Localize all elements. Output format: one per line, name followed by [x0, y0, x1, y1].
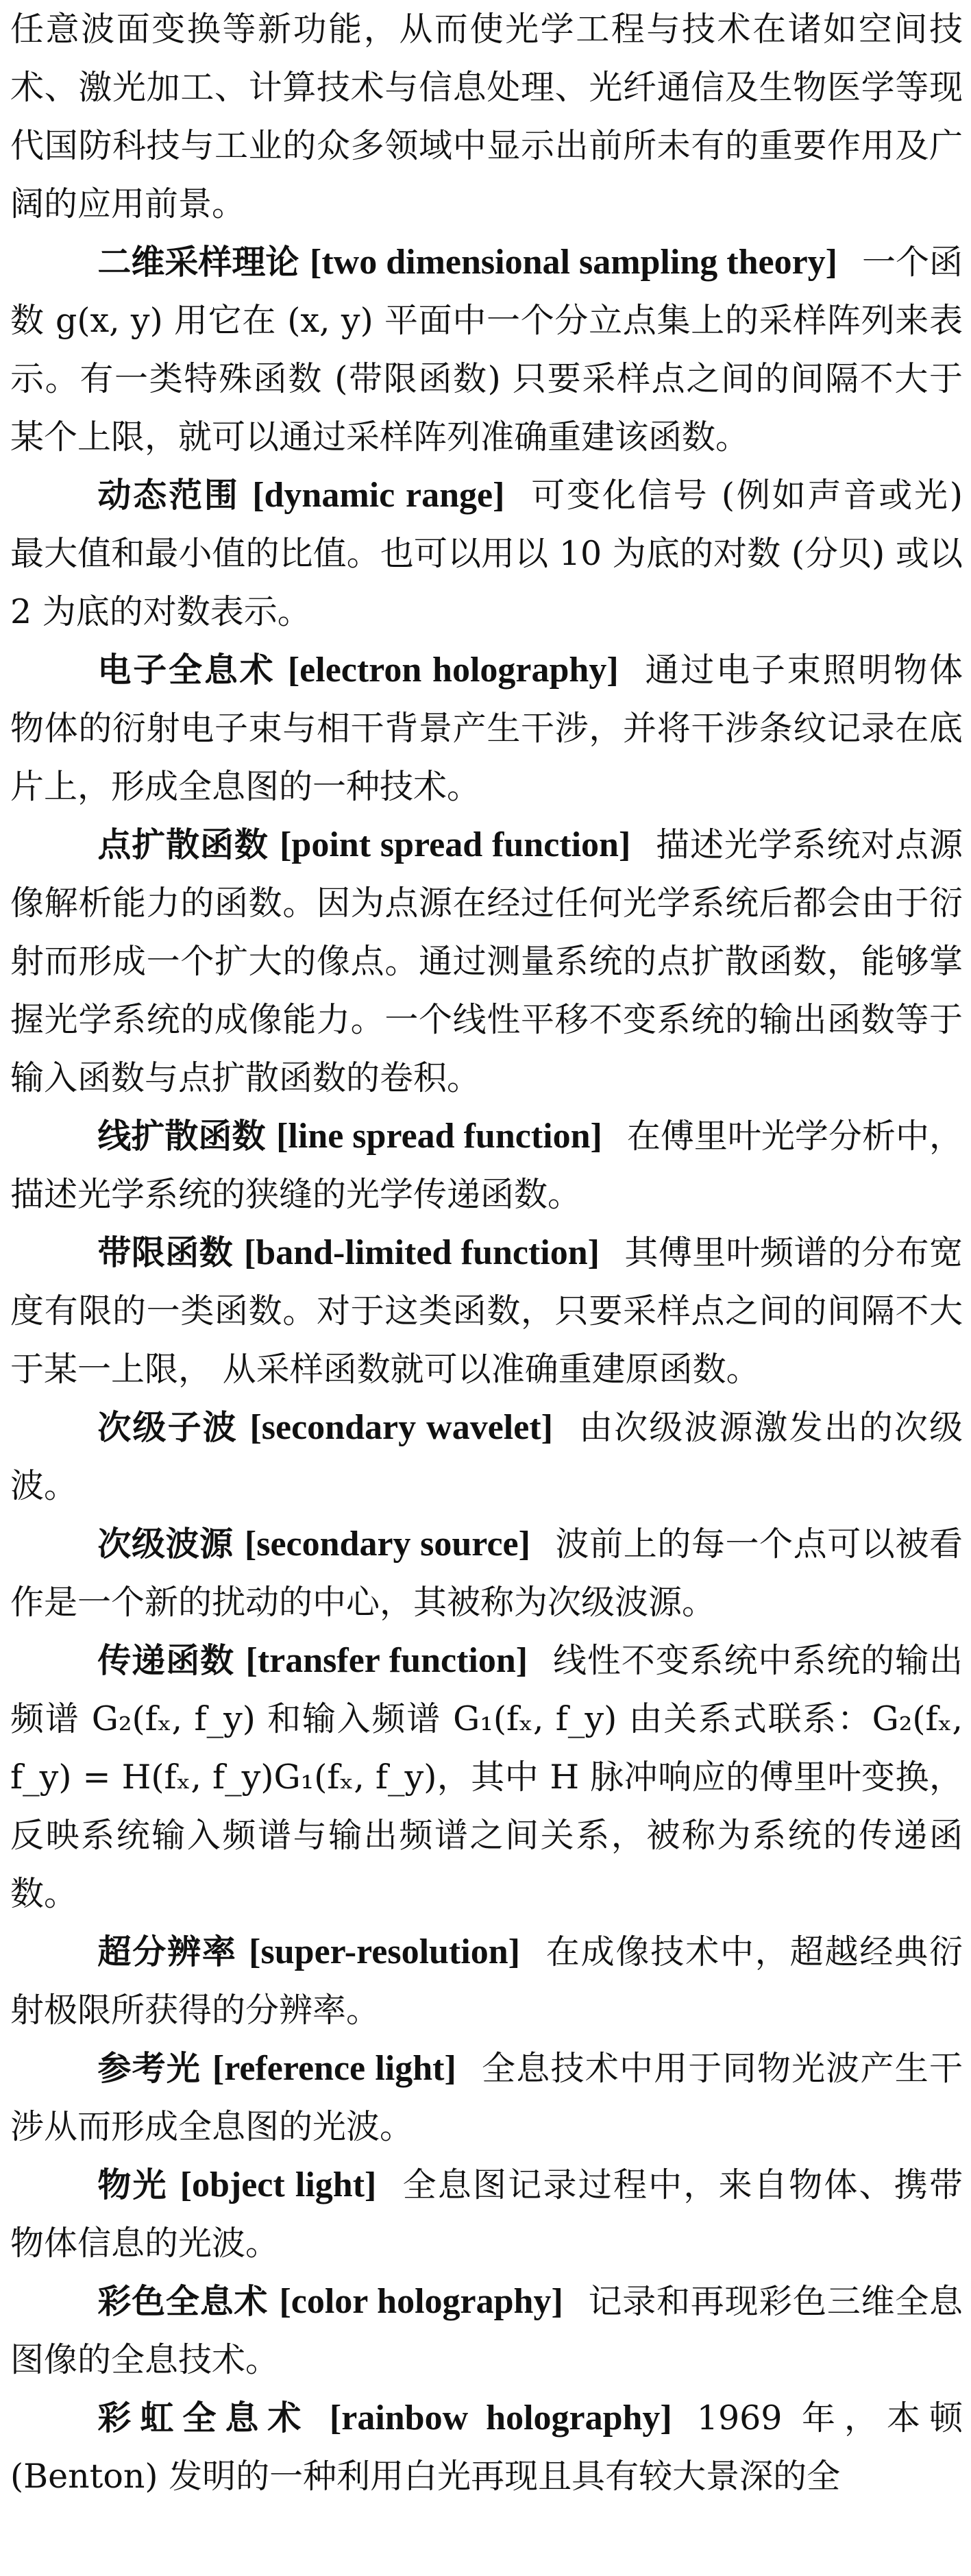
glossary-list	[10, 233, 963, 2505]
entry-term: 电子全息术	[97, 651, 275, 690]
glossary-entry	[10, 2272, 963, 2389]
glossary-entry	[10, 1631, 963, 1923]
entry-definition: 记录和再现彩色三维全息图像的全息技术。	[10, 2282, 963, 2379]
glossary-entry	[10, 2389, 963, 2505]
entry-definition: 描述光学系统对点源像解析能力的函数。因为点源在经过任何光学系统后都会由于衍射而形成一个扩大的像点。通过测量系统的点扩散函数，能够掌握光学系统的成像能力。一个线性平移不变系统的输出函数等于输入函数与点扩散函数的卷积。	[10, 825, 963, 1097]
entry-definition: 通过电子束照明物体物体的衍射电子束与相干背景产生干涉，并将干涉条纹记录在底片上，形成全息图的一种技术。	[10, 651, 963, 806]
glossary-entry	[10, 1224, 963, 1398]
glossary-entry	[10, 466, 963, 641]
entry-term: 彩色全息术	[97, 2282, 269, 2321]
entry-definition: 在成像技术中，超越经典衍射极限所获得的分辨率。	[10, 1932, 963, 2030]
entry-english-term: [secondary source]	[244, 1524, 530, 1564]
entry-definition: 可变化信号 (例如声音或光) 最大值和最小值的比值。也可以用以 10 为底的对数 (分贝) 或以 2 为底的对数表示。	[10, 476, 963, 631]
entry-definition: 线性不变系统中系统的输出频谱 G₂(fₓ, f_y) 和输入频谱 G₁(fₓ, f_y) 由关系式联系：G₂(fₓ, f_y) = H(fₓ, f_y)G₁(fₓ, f_y)，其中 H 脉冲响应的傅里叶变换，反映系统输入频谱与输出频谱之间关系，被称为系统的传递函数。	[10, 1641, 963, 1913]
entry-english-term: [two dimensional sampling theory]	[310, 243, 837, 282]
entry-definition: 全息技术中用于同物光波产生干涉从而形成全息图的光波。	[10, 2049, 963, 2146]
entry-english-term: [dynamic range]	[252, 476, 505, 515]
glossary-entry	[10, 1398, 963, 1515]
entry-term: 次级波源	[97, 1524, 234, 1564]
entry-term: 动态范围	[97, 476, 240, 515]
entry-definition: 1969 年，本顿 (Benton) 发明的一种利用白光再现且具有较大景深的全	[10, 2398, 963, 2496]
glossary-entry	[10, 233, 963, 466]
entry-definition: 由次级波源激发出的次级波。	[10, 1408, 963, 1505]
entry-definition: 一个函数 g(x, y) 用它在 (x, y) 平面中一个分立点集上的采样阵列来表示。有一类特殊函数 (带限函数) 只要采样点之间的间隔不大于某个上限，就可以通过采样阵列准确重建该函数。	[10, 243, 963, 457]
document-page	[10, 0, 963, 2505]
glossary-entry	[10, 641, 963, 816]
entry-term: 带限函数	[97, 1233, 233, 1272]
entry-english-term: [super-resolution]	[249, 1932, 520, 1971]
glossary-entry	[10, 2156, 963, 2272]
entry-term: 二维采样理论	[97, 243, 299, 282]
glossary-entry	[10, 1923, 963, 2039]
glossary-entry	[10, 2039, 963, 2156]
glossary-entry	[10, 1107, 963, 1224]
glossary-entry	[10, 816, 963, 1107]
entry-english-term: [electron holography]	[287, 651, 619, 690]
glossary-entry	[10, 1515, 963, 1631]
entry-term: 超分辨率	[97, 1932, 237, 1971]
entry-english-term: [point spread function]	[280, 825, 631, 864]
entry-term: 物光	[97, 2165, 168, 2204]
intro-paragraph: 任意波面变换等新功能，从而使光学工程与技术在诸如空间技术、激光加工、计算技术与信息处理、光纤通信及生物医学等现代国防科技与工业的众多领域中显示出前所未有的重要作用及广阔的应用前景。	[10, 10, 963, 223]
entry-english-term: [line spread function]	[276, 1117, 602, 1156]
entry-definition: 波前上的每一个点可以被看作是一个新的扰动的中心，其被称为次级波源。	[10, 1524, 963, 1622]
entry-term: 彩虹全息术	[97, 2398, 310, 2438]
entry-term: 点扩散函数	[97, 825, 269, 864]
entry-term: 次级子波	[97, 1408, 238, 1447]
entry-term: 线扩散函数	[97, 1117, 266, 1156]
entry-english-term: [rainbow holography]	[329, 2398, 672, 2438]
entry-term: 传递函数	[97, 1641, 235, 1680]
entry-term: 参考光	[97, 2049, 201, 2088]
entry-english-term: [band-limited function]	[243, 1233, 600, 1272]
entry-english-term: [color holography]	[279, 2282, 563, 2321]
entry-definition: 其傅里叶频谱的分布宽度有限的一类函数。对于这类函数，只要采样点之间的间隔不大于某一上限， 从采样函数就可以准确重建原函数。	[10, 1233, 963, 1389]
entry-definition: 全息图记录过程中，来自物体、携带物体信息的光波。	[10, 2165, 963, 2263]
entry-english-term: [reference light]	[212, 2049, 456, 2088]
entry-definition: 在傅里叶光学分析中，描述光学系统的狭缝的光学传递函数。	[10, 1117, 963, 1214]
entry-english-term: [object light]	[180, 2165, 377, 2204]
entry-english-term: [secondary wavelet]	[249, 1408, 553, 1447]
entry-english-term: [transfer function]	[245, 1641, 528, 1680]
